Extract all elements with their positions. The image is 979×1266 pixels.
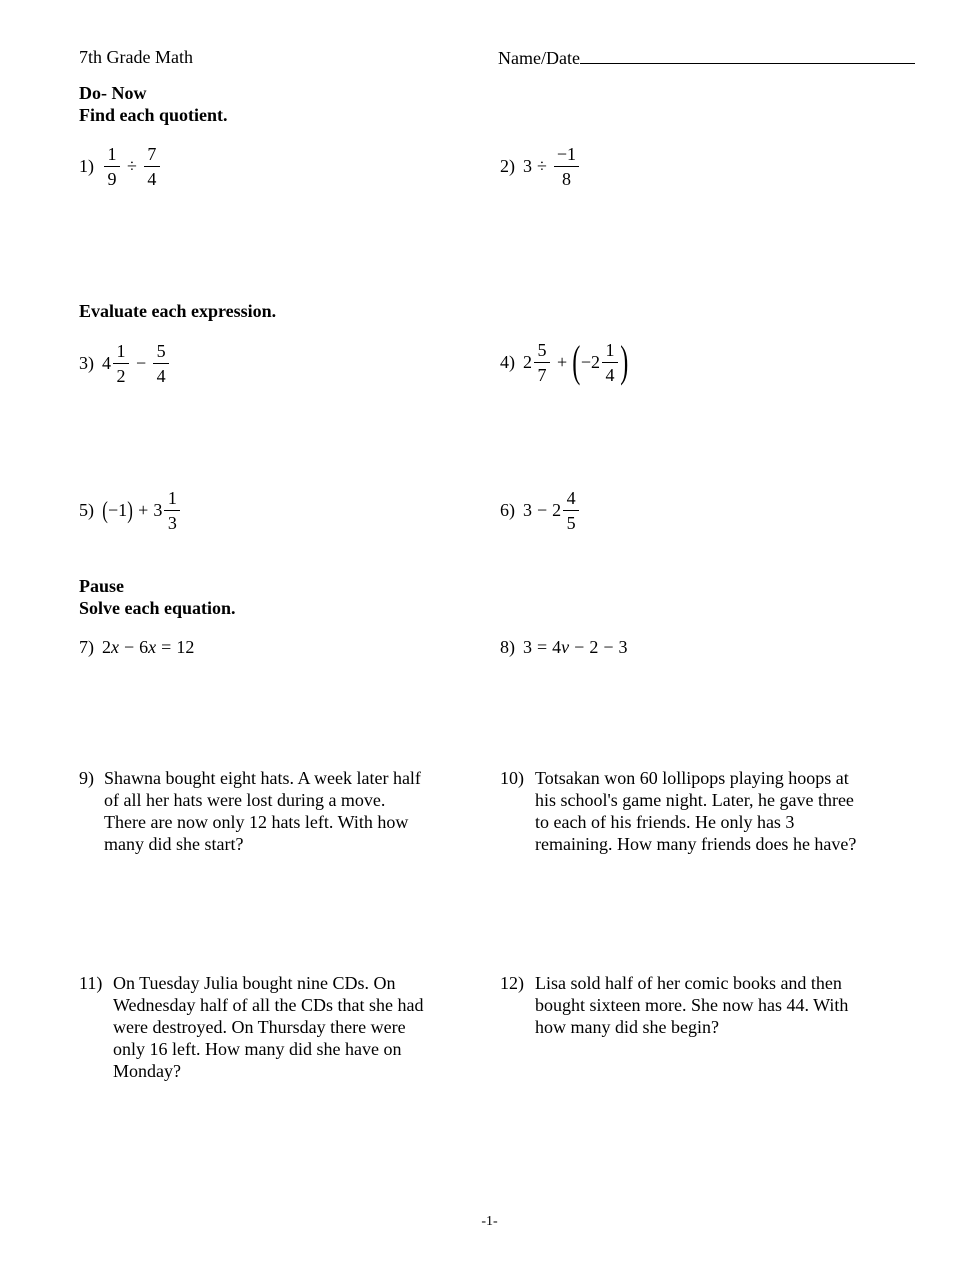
word-problem-text: Lisa sold half of her comic books and then bought sixteen more. She now has 44. With how many did she begin? <box>535 973 849 1037</box>
course-title: 7th Grade Math <box>79 47 193 67</box>
whole-number: 4 <box>102 353 111 373</box>
numerator: 7 <box>144 145 160 167</box>
right-paren: ) <box>127 497 133 524</box>
term: 2 <box>589 637 599 657</box>
denominator: 2 <box>116 366 126 386</box>
fraction <box>104 145 120 188</box>
page-number: -1- <box>481 1214 498 1229</box>
left-paren: ( <box>102 497 108 524</box>
operator: ÷ <box>127 156 137 176</box>
word-problem-text: On Tuesday Julia bought nine CDs. On Wednesday half of all the CDs that she had were destroyed. On Thursday there were only 16 left. How many did she have on Monday? <box>113 973 424 1081</box>
problem-11 <box>79 972 429 1082</box>
name-date-label: Name/Date <box>498 48 580 68</box>
equals-sign: = <box>161 637 172 657</box>
problem-number: 5) <box>79 500 94 520</box>
problem-number: 12) <box>500 973 524 993</box>
problem-1 <box>79 145 162 188</box>
fraction <box>554 145 579 188</box>
numerator: −1 <box>554 145 579 167</box>
problem-number: 1) <box>79 156 94 176</box>
problem-6 <box>500 489 581 532</box>
numerator: 4 <box>563 489 579 511</box>
word-problem-text: Totsakan won 60 lollipops playing hoops at his school's game night. Later, he gave three to each of his friends. He only has 3 remaining. How many friends does he have? <box>535 768 857 854</box>
denominator: 5 <box>566 513 576 533</box>
whole-number: 3 <box>523 156 532 176</box>
do-now-heading: Do- Now <box>79 83 147 103</box>
denominator: 4 <box>147 169 157 189</box>
numerator: 5 <box>534 341 550 363</box>
term: 3 <box>523 500 532 520</box>
operator: + <box>557 351 568 372</box>
denominator: 4 <box>156 366 166 386</box>
solve-instruction: Solve each equation. <box>79 598 236 618</box>
problem-2 <box>500 145 581 188</box>
equals-sign: = <box>537 637 548 657</box>
numerator: 5 <box>153 342 169 364</box>
operator: − <box>603 637 614 657</box>
operator: ÷ <box>537 156 547 176</box>
problem-number: 11) <box>79 973 103 993</box>
right-paren: ) <box>620 337 629 386</box>
problem-number: 10) <box>500 768 524 788</box>
fraction <box>113 342 129 385</box>
coefficient: 6 <box>139 637 149 657</box>
operator: − <box>574 637 585 657</box>
evaluate-instruction: Evaluate each expression. <box>79 301 277 321</box>
problem-7 <box>79 637 194 658</box>
variable: v <box>561 637 570 657</box>
denominator: 4 <box>605 364 615 385</box>
problem-number: 9) <box>79 768 94 788</box>
problem-4 <box>500 337 629 386</box>
fraction <box>602 341 618 384</box>
whole-number: 2 <box>523 351 532 372</box>
problem-8 <box>500 637 627 658</box>
problem-9 <box>79 767 424 855</box>
operator: − <box>136 353 147 373</box>
term: 3 <box>618 637 628 657</box>
coefficient: 2 <box>102 637 111 657</box>
numerator: 1 <box>104 145 120 167</box>
word-problem-text: Shawna bought eight hats. A week later half of all her hats were lost during a move. There are now only 12 hats left. With how many did she start? <box>104 768 421 854</box>
problem-number: 7) <box>79 637 94 657</box>
variable: x <box>148 637 157 657</box>
term: 3 <box>523 637 532 657</box>
whole-number: −2 <box>580 351 600 372</box>
problem-10 <box>500 767 870 855</box>
left-paren: ( <box>572 337 581 386</box>
variable: x <box>111 637 119 657</box>
denominator: 3 <box>167 513 177 533</box>
problem-5 <box>79 489 182 532</box>
problem-number: 3) <box>79 353 94 373</box>
whole-number: 3 <box>153 500 163 520</box>
term: −1 <box>108 500 128 520</box>
problem-number: 2) <box>500 156 515 176</box>
fraction <box>144 145 160 188</box>
problem-number: 4) <box>500 351 515 372</box>
quotient-instruction: Find each quotient. <box>79 105 228 125</box>
name-date-field[interactable] <box>498 47 915 69</box>
operator: + <box>138 500 149 520</box>
whole-number: 2 <box>552 500 562 520</box>
operator: − <box>124 637 135 657</box>
problem-3 <box>79 342 171 385</box>
operator: − <box>537 500 548 520</box>
term: 12 <box>176 637 195 657</box>
denominator: 7 <box>537 364 547 385</box>
problem-12 <box>500 972 870 1038</box>
pause-heading: Pause <box>79 576 124 596</box>
numerator: 1 <box>113 342 129 364</box>
coefficient: 4 <box>552 637 562 657</box>
numerator: 1 <box>164 489 180 511</box>
name-date-blank-line <box>580 47 915 64</box>
problem-number: 8) <box>500 637 515 657</box>
denominator: 9 <box>107 169 117 189</box>
fraction <box>563 489 579 532</box>
denominator: 8 <box>561 169 571 189</box>
numerator: 1 <box>602 341 618 363</box>
problem-number: 6) <box>500 500 515 520</box>
fraction <box>534 341 550 384</box>
fraction <box>164 489 180 532</box>
fraction <box>153 342 169 385</box>
